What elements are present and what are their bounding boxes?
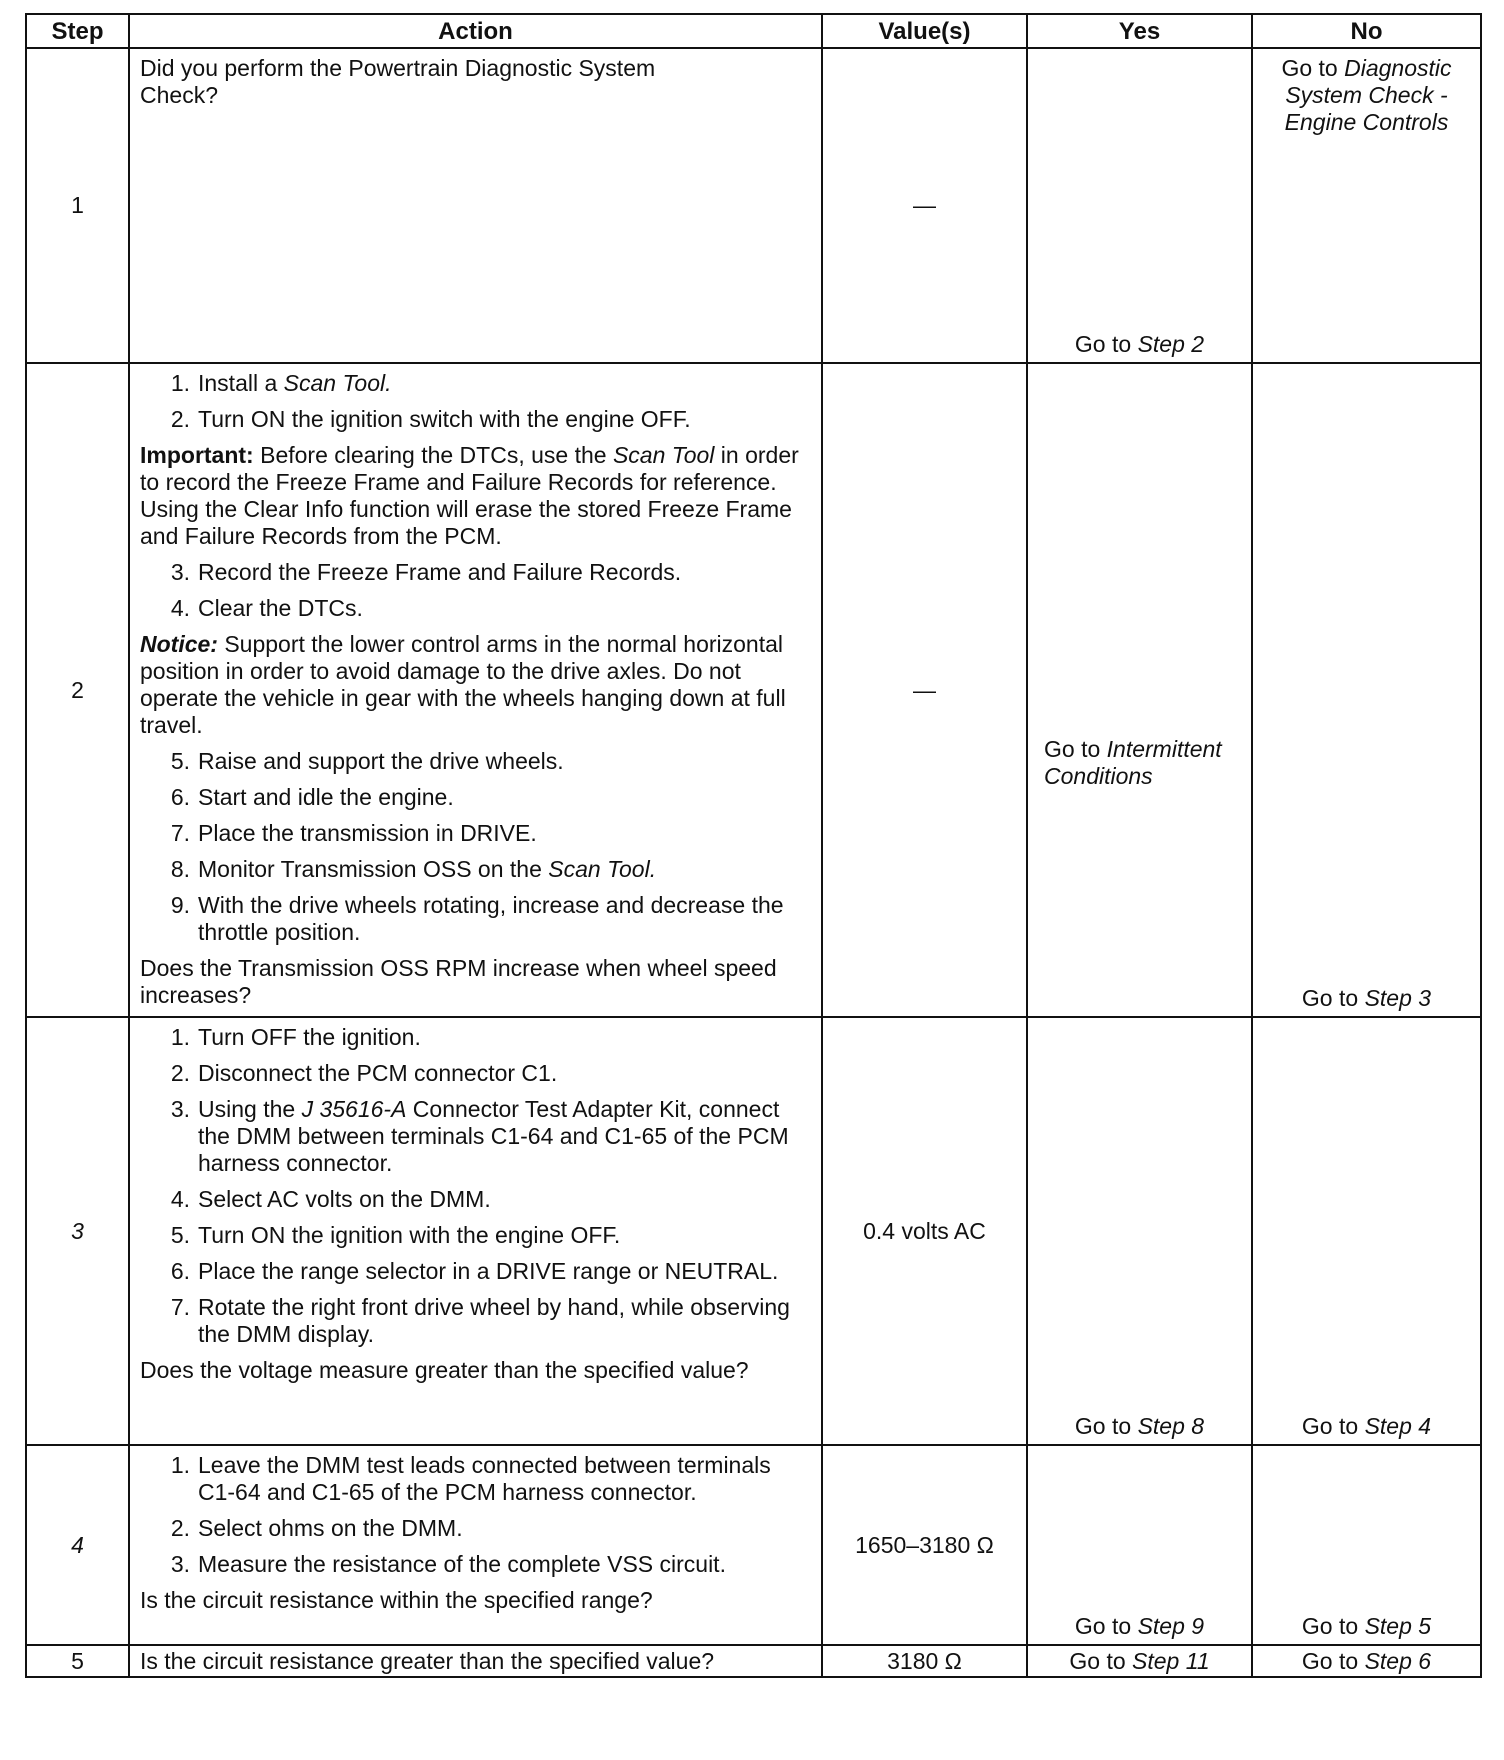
no-prefix: Go to bbox=[1301, 1647, 1365, 1674]
step-number: 2 bbox=[26, 363, 129, 1017]
yes-link[interactable]: Step 11 bbox=[1132, 1647, 1210, 1674]
action-question: Does the voltage measure greater than the specified value? bbox=[140, 1357, 749, 1383]
list-item: 2. Turn ON the ignition switch with the engine OFF. bbox=[170, 406, 691, 432]
action-question: Does the Transmission OSS RPM increase when wheel speed increases? bbox=[140, 955, 777, 1008]
step-number: 1 bbox=[26, 48, 129, 363]
yes-cell bbox=[1027, 363, 1252, 1017]
no-cell bbox=[1252, 48, 1481, 363]
list-item: 8. Monitor Transmission OSS on the Scan Tool. bbox=[170, 856, 657, 882]
no-link[interactable]: Step 5 bbox=[1364, 1613, 1432, 1639]
table-row-step-4 bbox=[26, 1445, 1481, 1645]
yes-cell bbox=[1027, 1445, 1252, 1645]
header-action: Action bbox=[129, 14, 822, 48]
list-item: 3. Record the Freeze Frame and Failure Records. bbox=[170, 559, 682, 585]
yes-prefix: Go to bbox=[1044, 736, 1107, 762]
action-cell bbox=[129, 1445, 822, 1645]
no-prefix: Go to bbox=[1281, 55, 1345, 81]
no-cell bbox=[1252, 1017, 1481, 1445]
list-item: 1. Turn OFF the ignition. bbox=[170, 1024, 421, 1050]
no-link[interactable]: Step 6 bbox=[1364, 1647, 1432, 1674]
yes-link[interactable]: Step 2 bbox=[1137, 331, 1205, 357]
action-question: Did you perform the Powertrain Diagnostic System Check? bbox=[140, 55, 656, 108]
value-cell: — bbox=[822, 363, 1027, 1017]
header-values: Value(s) bbox=[822, 14, 1027, 48]
list-item: 1. Leave the DMM test leads connected between terminals C1-64 and C1-65 of the PCM harness connector. bbox=[170, 1452, 771, 1505]
list-item: 6. Start and idle the engine. bbox=[170, 784, 454, 810]
table-row-step-3 bbox=[26, 1017, 1481, 1445]
action-question: Is the circuit resistance greater than the specified value? bbox=[140, 1647, 715, 1674]
table-row-step-1 bbox=[26, 48, 1481, 363]
no-prefix: Go to bbox=[1301, 1413, 1365, 1439]
yes-prefix: Go to bbox=[1069, 1647, 1133, 1674]
header-step: Step bbox=[26, 14, 129, 48]
list-item: 5. Turn ON the ignition with the engine OFF. bbox=[170, 1222, 621, 1248]
list-item: 4. Clear the DTCs. bbox=[170, 595, 363, 621]
no-cell bbox=[1252, 363, 1481, 1017]
yes-cell bbox=[1027, 1017, 1252, 1445]
no-link[interactable]: Step 4 bbox=[1364, 1413, 1432, 1439]
action-cell bbox=[129, 1645, 822, 1677]
yes-prefix: Go to bbox=[1074, 1413, 1138, 1439]
action-cell bbox=[129, 1017, 822, 1445]
important-note: Important: Before clearing the DTCs, use the Scan Tool in order to record the Freeze Frame and Failure Records for reference. Using the Clear Info function will erase the stored Freeze Frame and Failure Records from the PCM. bbox=[140, 442, 799, 549]
header-no: No bbox=[1252, 14, 1481, 48]
yes-prefix: Go to bbox=[1074, 331, 1138, 357]
list-item: 3. Using the J 35616-A Connector Test Adapter Kit, connect the DMM between terminals C1-64 and C1-65 of the PCM harness connector. bbox=[170, 1096, 789, 1176]
no-link[interactable]: Diagnostic System Check - Engine Controls bbox=[1284, 55, 1452, 135]
value-cell: 1650–3180 Ω bbox=[822, 1445, 1027, 1645]
list-item: 7. Place the transmission in DRIVE. bbox=[170, 820, 537, 846]
no-prefix: Go to bbox=[1301, 1613, 1365, 1639]
step-number: 5 bbox=[26, 1645, 129, 1677]
no-cell bbox=[1252, 1645, 1481, 1677]
header-yes: Yes bbox=[1027, 14, 1252, 48]
step-number: 3 bbox=[26, 1017, 129, 1445]
yes-link[interactable]: Step 8 bbox=[1137, 1413, 1205, 1439]
list-item: 9. With the drive wheels rotating, increase and decrease the throttle position. bbox=[170, 892, 784, 945]
list-item: 4. Select AC volts on the DMM. bbox=[170, 1186, 491, 1212]
no-cell bbox=[1252, 1445, 1481, 1645]
yes-cell bbox=[1027, 1645, 1252, 1677]
value-cell: — bbox=[822, 48, 1027, 363]
no-link[interactable]: Step 3 bbox=[1364, 985, 1432, 1011]
value-cell: 3180 Ω bbox=[822, 1645, 1027, 1677]
action-cell bbox=[129, 363, 822, 1017]
yes-link[interactable]: Intermittent Conditions bbox=[1044, 736, 1222, 789]
list-item: 1. Install a Scan Tool. bbox=[170, 370, 392, 396]
notice-note: Notice: Support the lower control arms in the normal horizontal position in order to avoid damage to the drive axles. Do not operate the vehicle in gear with the wheels hanging down at full travel. bbox=[140, 631, 786, 738]
list-item: 3. Measure the resistance of the complete VSS circuit. bbox=[170, 1551, 726, 1577]
step-number: 4 bbox=[26, 1445, 129, 1645]
table-row-step-2 bbox=[26, 363, 1481, 1017]
value-cell: 0.4 volts AC bbox=[822, 1017, 1027, 1445]
table-row-step-5 bbox=[26, 1645, 1481, 1677]
action-cell bbox=[129, 48, 822, 363]
yes-cell bbox=[1027, 48, 1252, 363]
header-row bbox=[26, 14, 1481, 48]
list-item: 7. Rotate the right front drive wheel by hand, while observing the DMM display. bbox=[170, 1294, 790, 1347]
no-prefix: Go to bbox=[1301, 985, 1365, 1011]
list-item: 2. Select ohms on the DMM. bbox=[170, 1515, 463, 1541]
yes-link[interactable]: Step 9 bbox=[1137, 1613, 1205, 1639]
action-question: Is the circuit resistance within the specified range? bbox=[140, 1587, 653, 1613]
diagnostic-table bbox=[25, 13, 1482, 1678]
list-item: 5. Raise and support the drive wheels. bbox=[170, 748, 564, 774]
list-item: 2. Disconnect the PCM connector C1. bbox=[170, 1060, 558, 1086]
yes-prefix: Go to bbox=[1074, 1613, 1138, 1639]
list-item: 6. Place the range selector in a DRIVE range or NEUTRAL. bbox=[170, 1258, 779, 1284]
